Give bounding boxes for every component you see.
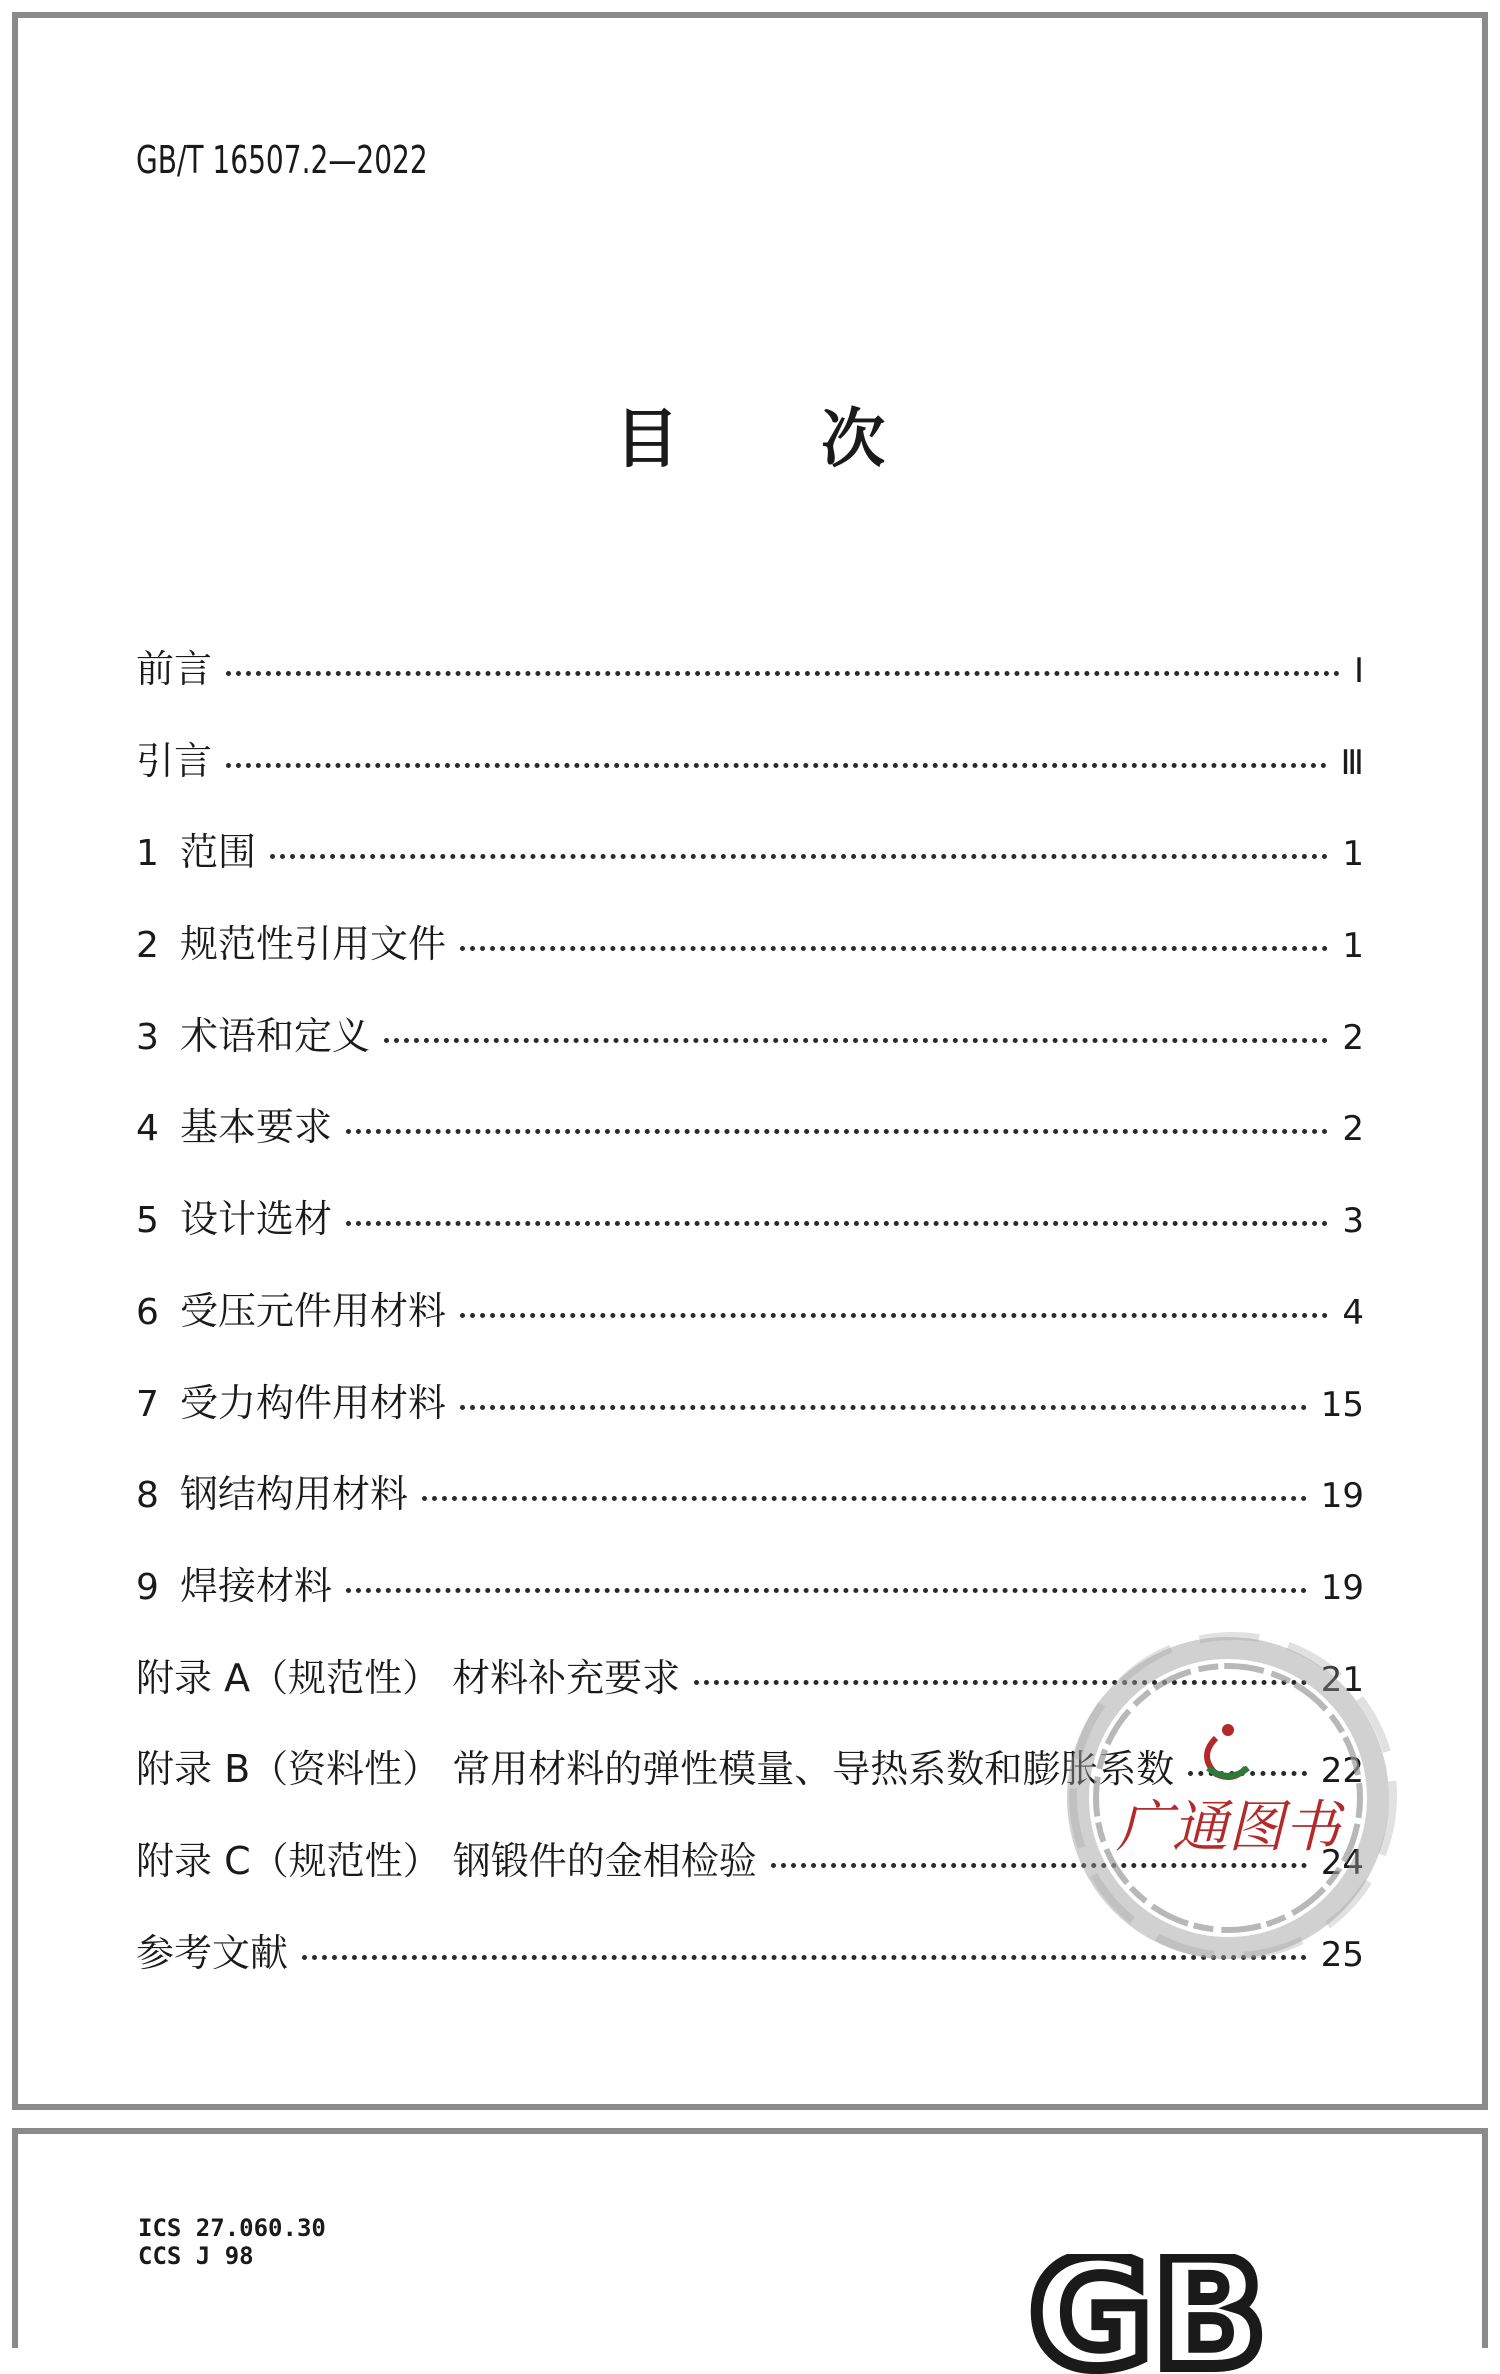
toc-page-number: 2 [1342,1109,1364,1150]
toc-page-number: 3 [1342,1201,1364,1242]
toc-section-number: 8 [136,1475,159,1517]
toc-page-number: 2 [1342,1017,1364,1058]
toc-dot-leader [422,1496,1307,1501]
toc-page-number: Ⅲ [1340,742,1364,783]
toc-page-number: 25 [1320,1934,1364,1975]
toc-section-number: 9 [136,1566,159,1608]
bookstore-stamp [1048,1618,1408,1978]
toc-label: 设计选材 [180,1197,333,1242]
toc-label: 范围 [180,830,257,875]
toc-label: 术语和定义 [180,1013,371,1058]
toc-section-number: 5 [136,1200,159,1242]
toc-label: 引言 [136,738,213,783]
toc-label: 焊接材料 [180,1563,333,1608]
standard-code: GB/T 16507.2—2022 [136,138,428,182]
toc-dot-leader [460,1313,1328,1318]
ccs-code: CCS J 98 [138,2242,254,2270]
toc-label: 基本要求 [180,1105,333,1150]
toc-row[interactable] [136,1005,1364,1097]
toc-dot-leader [460,1405,1307,1410]
toc-row[interactable] [136,730,1364,822]
toc-page-number: 21 [1320,1659,1364,1700]
toc-section-number: 2 [136,925,159,967]
toc-dot-leader [226,763,1327,768]
toc-label: 附录 B（资料性） 常用材料的弹性模量、导热系数和膨胀系数 [136,1747,1175,1792]
toc-dot-leader [270,854,1328,859]
gb-logo-icon [978,2254,1318,2374]
toc-section-number: 4 [136,1108,159,1150]
toc-page-number: 22 [1320,1751,1364,1792]
toc-page-number: 19 [1320,1567,1364,1608]
toc-label: 受压元件用材料 [180,1288,447,1333]
toc-label: 受力构件用材料 [180,1380,447,1425]
toc-row[interactable] [136,1096,1364,1188]
ics-code: ICS 27.060.30 [138,2214,326,2242]
toc-dot-leader [346,1129,1328,1134]
toc-label: 规范性引用文件 [180,922,447,967]
toc-section-number: 1 [136,833,159,875]
toc-row[interactable] [136,1463,1364,1555]
toc-page-number: 19 [1320,1476,1364,1517]
stamp-emblem-icon [1207,1724,1248,1777]
toc-label: 钢结构用材料 [180,1472,409,1517]
stamp-text: 广通图书 [1116,1795,1340,1860]
toc-row[interactable] [136,913,1364,1005]
toc-page [12,12,1488,2110]
toc-label: 前言 [136,647,213,691]
toc-dot-leader [346,1588,1307,1593]
gb-logo-text: GB [1029,2254,1267,2374]
toc-dot-leader [226,671,1340,676]
toc-dot-leader [346,1221,1328,1226]
toc-page-number: 4 [1342,1292,1364,1333]
toc-page-number: 15 [1320,1384,1364,1425]
toc-dot-leader [384,1038,1328,1043]
toc-row[interactable] [136,638,1364,730]
toc-title: 目 次 [614,403,946,477]
toc-row[interactable] [136,1188,1364,1280]
toc-row[interactable] [136,1372,1364,1464]
toc-page-number: 1 [1342,926,1364,967]
toc-page-number: 1 [1342,834,1364,875]
toc-section-number: 7 [136,1383,159,1425]
classification-codes [138,2214,326,2270]
toc-row[interactable] [136,1280,1364,1372]
cover-page [12,2128,1488,2374]
toc-page-number: 24 [1320,1842,1364,1883]
toc-label: 附录 A（规范性） 材料补充要求 [136,1655,681,1700]
toc-page-number: Ⅰ [1353,651,1364,691]
toc-label: 附录 C（规范性） 钢锻件的金相检验 [136,1838,757,1883]
toc-section-number: 6 [136,1291,159,1333]
toc-row[interactable] [136,821,1364,913]
toc-label: 参考文献 [136,1930,289,1975]
toc-section-number: 3 [136,1016,159,1058]
toc-dot-leader [460,946,1328,951]
